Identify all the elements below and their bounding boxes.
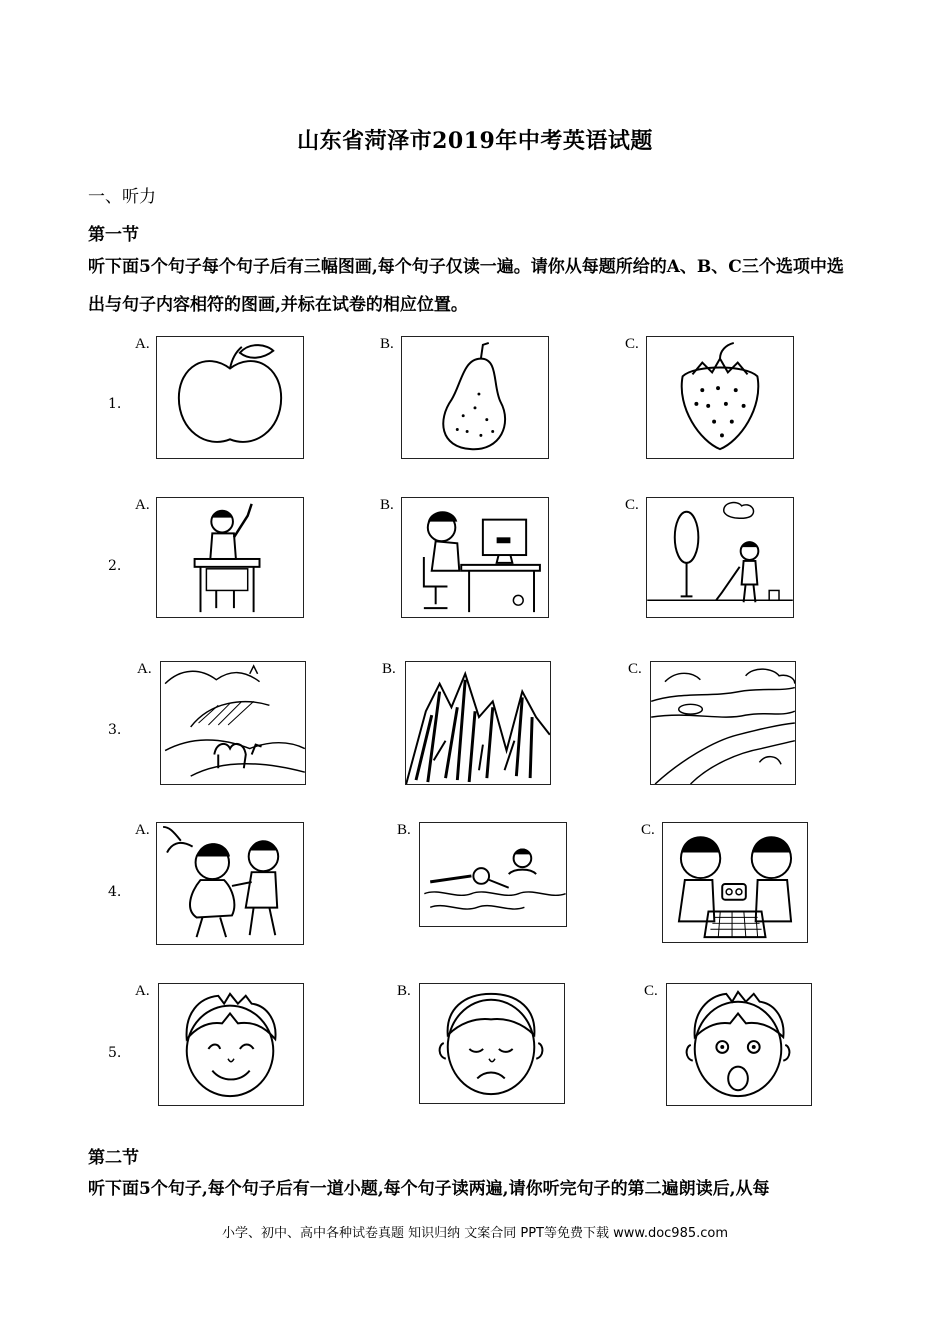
mountains-icon[interactable]	[405, 661, 551, 785]
option-label: A.	[135, 822, 150, 838]
children-walking-icon[interactable]	[156, 822, 304, 945]
part1-instruction: 听下面5个句子每个句子后有三幅图画,每个句子仅读一遍。请你从每题所给的A、B、C三个选项中选出与句子内容相符的图画,并标在试卷的相应位置。	[88, 257, 844, 315]
page-footer: 小学、初中、高中各种试卷真题 知识归纳 文案合同 PPT等免费下载 www.doc985.com	[221, 1226, 729, 1241]
strawberry-icon[interactable]	[646, 336, 794, 459]
surprised-face-icon[interactable]	[666, 983, 812, 1106]
apple-icon[interactable]	[156, 336, 304, 459]
option-label: C.	[628, 661, 642, 677]
option-label: C.	[644, 983, 658, 999]
option-label: A.	[135, 336, 150, 352]
question-number: 1.	[108, 396, 122, 412]
question-number: 4.	[108, 884, 122, 900]
option-label: A.	[135, 983, 150, 999]
question-number: 3.	[108, 722, 122, 738]
part2-instruction: 听下面5个句子,每个句子后有一道小题,每个句子读两遍,请你听完句子的第二遍朗读后,从每	[88, 1179, 770, 1199]
question-number: 5.	[108, 1045, 122, 1061]
part2-heading: 第二节	[88, 1148, 139, 1168]
pear-icon[interactable]	[401, 336, 549, 459]
option-label: B.	[397, 822, 411, 838]
boy-planting-tree-icon[interactable]	[646, 497, 794, 618]
part1-heading: 第一节	[88, 225, 139, 245]
student-at-desk-icon[interactable]	[156, 497, 304, 618]
option-label: B.	[380, 336, 394, 352]
section-heading: 一、听力	[88, 187, 156, 207]
option-label: A.	[135, 497, 150, 513]
option-label: C.	[641, 822, 655, 838]
option-label: B.	[382, 661, 396, 677]
desert-camel-icon[interactable]	[160, 661, 306, 785]
playing-chess-icon[interactable]	[662, 822, 808, 943]
happy-face-icon[interactable]	[158, 983, 304, 1106]
option-label: A.	[137, 661, 152, 677]
sad-face-icon[interactable]	[419, 983, 565, 1104]
question-number: 2.	[108, 558, 122, 574]
page-title: 山东省菏泽市2019年中考英语试题	[297, 128, 653, 154]
option-label: B.	[397, 983, 411, 999]
boy-at-computer-icon[interactable]	[401, 497, 549, 618]
river-icon[interactable]	[650, 661, 796, 785]
option-label: B.	[380, 497, 394, 513]
option-label: C.	[625, 497, 639, 513]
option-label: C.	[625, 336, 639, 352]
swimming-icon[interactable]	[419, 822, 567, 927]
